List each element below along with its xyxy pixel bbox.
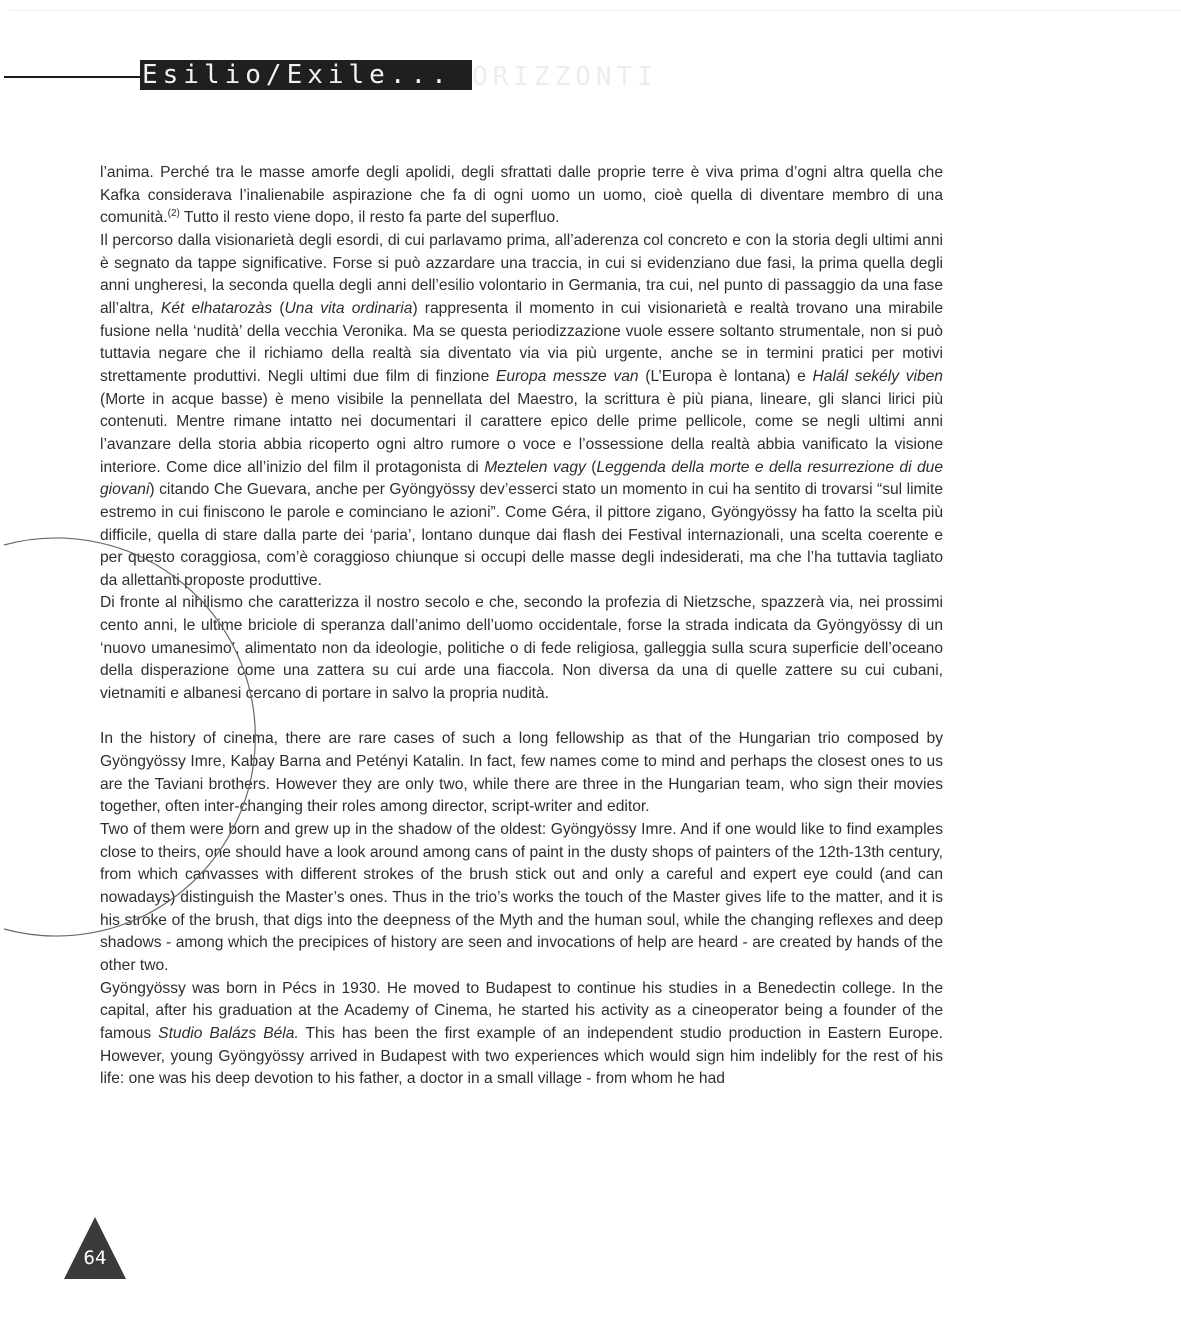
text-run: ) citando Che Guevara, anche per Gyöngyössy dev’esserci stato un momento in cui ha sentito di trovarsi “sul limite estremo in cui finiscono le parole e cominciano le azioni”. Come Géra, il pittore zigano, Gyöngyössy ha fatto la scelta più difficile, quella di stare dalla parte dei ‘paria’, lontano dunque dai flash dei Festival internazionali, una scelta coerente e per questo coraggiosa, com’è coraggioso chiunque si occupi delle masse degli indesiderati, ma che l’ha tuttavia tagliato da allettanti proposte produttive. [100, 481, 943, 589]
italic-title: Leggenda della morte e della resurrezione di due giovani [100, 458, 944, 499]
paragraph [100, 978, 943, 1091]
italic-title: Europa messze van [496, 367, 639, 385]
text-run: Tutto il resto viene dopo, il resto fa parte del superfluo. [179, 209, 560, 227]
italic-title: Una vita ordinaria [284, 299, 413, 317]
text-run: (L’Europa è lontana) e [638, 367, 813, 385]
top-border-line [10, 10, 1181, 11]
section-title-ghost: ORIZZONTI [472, 62, 658, 92]
section-title: Esilio/Exile... [140, 60, 472, 90]
paragraph-gap [100, 706, 943, 729]
text-run: ( [585, 458, 597, 476]
text-run: In the history of cinema, there are rare cases of such a long fellowship as that of the Hungarian trio composed by Gyöngyössy Imre, Kabay Barna and Petényi Katalin. In fact, few names come to mind and perhaps the closest ones to us are the Taviani brothers. However they are only two, while there are three in the Hungarian team, who sign their movies together, often inter-changing their roles among director, script-writer and editor. [100, 730, 943, 816]
text-run: l’anima. Perché tra le masse amorfe degli apolidi, degli sfrattati dalle proprie terre è viva prima d’ogni altra quella che Kafka considerava l’inalienabile aspirazione che fa di ogni uomo un uomo, cioè quella di diventare membro di una comunità. [100, 164, 943, 227]
text-run: Di fronte al nihilismo che caratterizza il nostro secolo e che, secondo la profezia di Nietzsche, spazzerà via, nei prossimi cento anni, le ultime briciole di speranza dall’animo dell’uomo occidentale, forse la strada indicata da Gyöngyössy di un ‘nuovo umanesimo’, alimentato non da ideologie, politiche o di fede religiosa, galleggia sulla scura superficie dell’oceano della disperazione come una zattera su cui arde una fiaccola. Non diversa da una di quelle zattere su cui cubani, vietnamiti e albanesi cercano di portare in salvo la propria nudità. [100, 594, 943, 703]
text-run: ) rappresenta il momento in cui visionarietà e realtà trovano una mirabile fusione nella ‘nudità’ della vecchia Veronika. Ma se questa periodizzazione vuole essere soltanto strumentale, non si può tuttavia negare che il richiamo della realtà sia diventato via via più urgente, anche se in termini pratici per motivi strettamente produttivi. Negli ultimi due film di finzione [100, 299, 944, 385]
italic-title: Studio Balázs Béla. [158, 1024, 299, 1042]
text-run: ( [272, 299, 285, 317]
italic-title: Meztelen vagy [484, 458, 586, 476]
paragraph [100, 592, 943, 705]
italic-title: Halál sekély viben [812, 367, 943, 385]
article-body [100, 162, 943, 1091]
paragraph [100, 819, 943, 978]
italic-title: Két elhatarozàs [160, 299, 273, 317]
text-run: This has been the first example of an independent studio production in Eastern Europe. However, young Gyöngyössy arrived in Budapest with two experiences which would sign him indelibly for the rest of his life: one was his deep devotion to his father, a doctor in a small village - from whom he had [100, 1024, 943, 1088]
paragraph [100, 728, 943, 819]
text-run: (Morte in acque basse) è meno visibile la pennellata del Maestro, la scrittura è più piana, lineare, gli slanci lirici più contenuti. Mentre rimane intatto nei documentari il carattere epico delle prime pellicole, come se negli ultimi anni l’avanzare della storia abbia ricoperto ogni altro rumore o voce e l’ossessione della realtà abbia vanificato la visione interiore. Come dice all’inizio del film il protagonista di [100, 390, 943, 476]
text-run: Two of them were born and grew up in the shadow of the oldest: Gyöngyössy Imre. And if one would like to find examples close to theirs, one should have a look around among cans of paint in the dusty shops of painters of the 12th-13th century, from which canvasses with different strokes of the brush stick out and only a careful and expert eye could (and can nowadays) distinguish the Master’s ones. Thus in the trio’s works the touch of the Master gives life to the matter, and it is his stroke of the brush, that digs into the deepness of the Myth and the human soul, while the changing reflexes and deep shadows - among which the precipices of history are seen and invocations of help are heard - are created by hands of the other two. [100, 821, 943, 974]
paragraph [100, 162, 943, 230]
paragraph [100, 230, 943, 593]
header-rule [4, 76, 144, 78]
text-run: Il percorso dalla visionarietà degli esordi, di cui parlavamo prima, all’aderenza col concreto e con la storia degli ultimi anni è segnato da tappe significative. Forse si può azzardare una traccia, in cui si evidenziano due fasi, la prima quella degli anni ungheresi, la seconda quella degli anni dell’esilio volontario in Germania, tra cui, nel punto di passaggio da una fase all’altra, [100, 231, 943, 317]
text-run: Gyöngyössy was born in Pécs in 1930. He moved to Budapest to continue his studies in a Benedectin college. In the capital, after his graduation at the Academy of Cinema, he started his activity as a cineoperator being a founder of the famous [100, 979, 943, 1042]
footnote-ref: (2) [167, 208, 180, 220]
page-number: 64 [83, 1247, 107, 1269]
